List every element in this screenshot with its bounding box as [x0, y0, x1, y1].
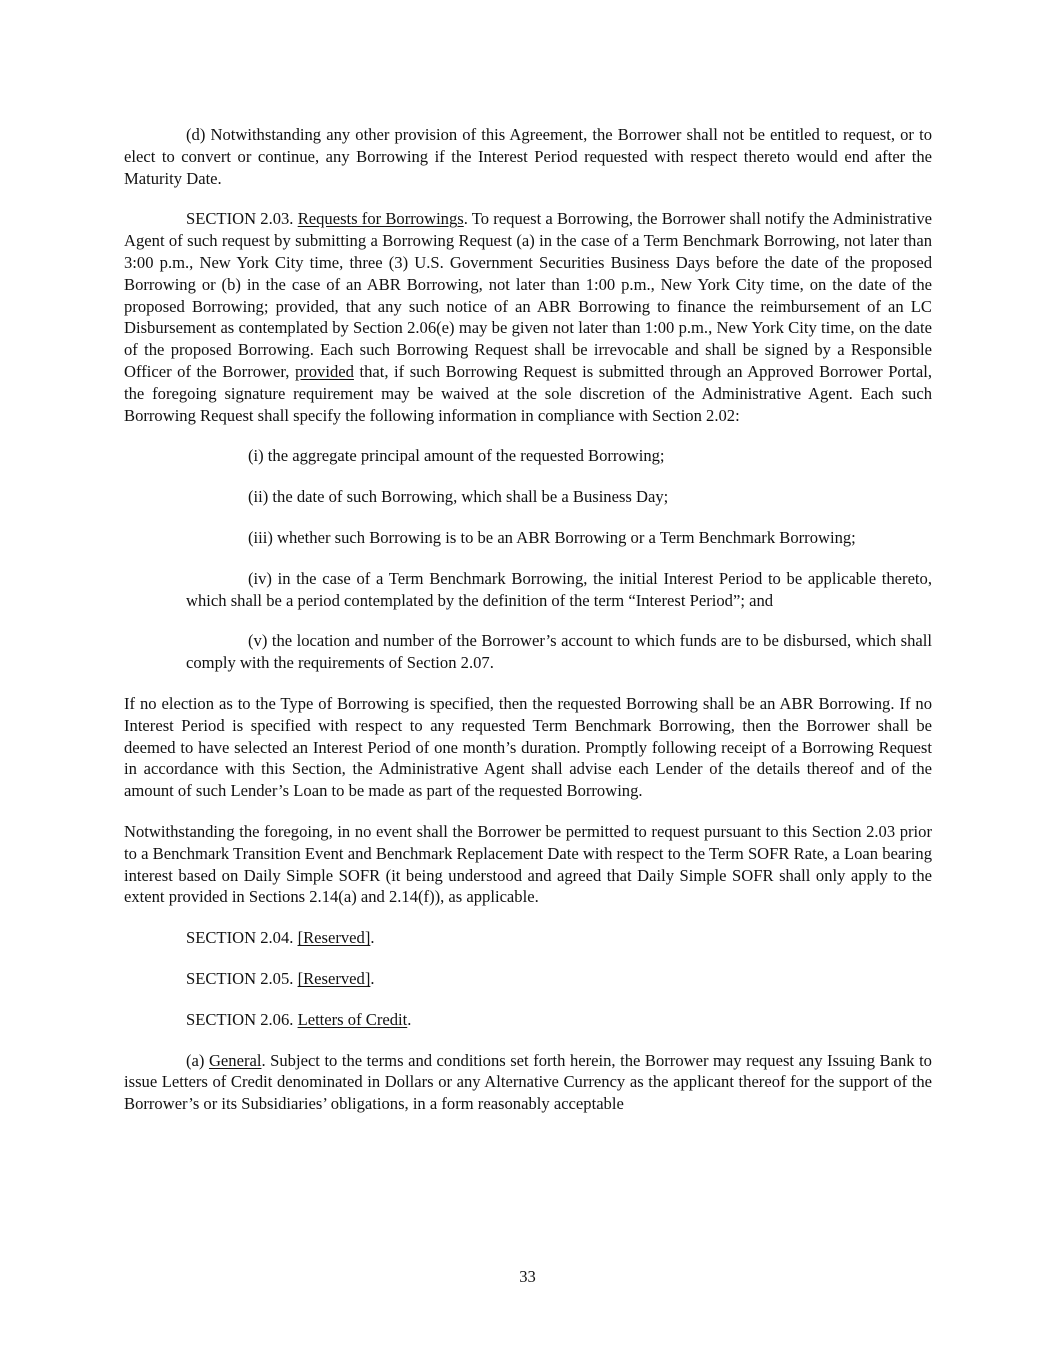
- section-2-04-heading: SECTION 2.04. [Reserved].: [186, 928, 375, 948]
- section-2-03-label: SECTION 2.03.: [186, 209, 294, 229]
- paragraph-a-title: General: [208, 1050, 262, 1070]
- list-item-iv: (iv) in the case of a Term Benchmark Borrowing, the initial Interest Period to be applicable thereto, which shall be a period contemplated by the definition of the term “Interest Period”; and: [186, 568, 932, 610]
- paragraph-a-general: [124, 1050, 932, 1115]
- section-2-03-text-2: that, if such Borrowing Request is submitted through an Approved Borrower Portal, the foregoing signature requirement may be waived at the sole discretion of the Administrative Agent. Each such Borrowing Request shall specify the following information in compliance with Section 2.02:: [124, 361, 932, 425]
- paragraph-a-prefix: (a): [186, 1050, 205, 1070]
- list-item-iii: (iii) whether such Borrowing is to be an ABR Borrowing or a Term Benchmark Borrowing;: [248, 527, 856, 547]
- section-2-05-label: SECTION 2.05.: [186, 968, 294, 988]
- provided-term: provided: [294, 361, 354, 381]
- document-body: [124, 124, 932, 1134]
- section-2-04-label: SECTION 2.04.: [186, 928, 294, 948]
- section-2-06-heading: SECTION 2.06. Letters of Credit.: [186, 1009, 412, 1029]
- list-item-i: (i) the aggregate principal amount of the requested Borrowing;: [248, 446, 665, 466]
- paragraph-no-election: If no election as to the Type of Borrowing is specified, then the requested Borrowing shall be an ABR Borrowing. If no Interest Period is specified with respect to any requested Term Benchmark Borrowing, then the Borrower shall be deemed to have selected an Interest Period of one month’s duration. Promptly following receipt of a Borrowing Request in accordance with this Section, the Administrative Agent shall advise each Lender of the details thereof and of the amount of such Lender’s Loan to be made as part of the requested Borrowing.: [124, 693, 932, 801]
- list-item-v: (v) the location and number of the Borrower’s account to which funds are to be disbursed, which shall comply with the requirements of Section 2.07.: [186, 631, 932, 673]
- section-2-04-title: [Reserved]: [297, 928, 371, 948]
- section-2-05-title: [Reserved]: [297, 968, 371, 988]
- page-number: 33: [519, 1267, 536, 1286]
- section-2-03-paragraph: [124, 208, 932, 426]
- paragraph-a-text: . Subject to the terms and conditions set forth herein, the Borrower may request any Issuing Bank to issue Letters of Credit denominated in Dollars or any Alternative Currency as the applicant thereof for the support of the Borrower’s or its Subsidiaries’ obligations, in a form reasonably acceptable: [124, 1050, 932, 1114]
- section-2-03-text-1: . To request a Borrowing, the Borrower shall notify the Administrative Agent of such request by submitting a Borrowing Request (a) in the case of a Term Benchmark Borrowing, not later than 3:00 p.m., New York City time, three (3) U.S. Government Securities Business Days before the date of the proposed Borrowing or (b) in the case of an ABR Borrowing, not later than 1:00 p.m., New York City time, on the date of the proposed Borrowing; provided, that any such notice of an ABR Borrowing to finance the reimbursement of an LC Disbursement as contemplated by Section 2.06(e) may be given not later than 1:00 p.m., New York City time, on the date of the proposed Borrowing. Each such Borrowing Request shall be irrevocable and shall be signed by a Responsible Officer of the Borrower,: [124, 209, 933, 381]
- paragraph-d: (d) Notwithstanding any other provision of this Agreement, the Borrower shall not be entitled to request, or to elect to convert or continue, any Borrowing if the Interest Period requested with respect thereto would end after the Maturity Date.: [124, 125, 932, 188]
- paragraph-notwithstanding: Notwithstanding the foregoing, in no event shall the Borrower be permitted to request pursuant to this Section 2.03 prior to a Benchmark Transition Event and Benchmark Replacement Date with respect to the Term SOFR Rate, a Loan bearing interest based on Daily Simple SOFR (it being understood and agreed that Daily Simple SOFR shall only apply to the extent provided in Sections 2.14(a) and 2.14(f)), as applicable.: [124, 821, 932, 907]
- list-item-ii: (ii) the date of such Borrowing, which shall be a Business Day;: [248, 487, 669, 507]
- section-2-03-title: Requests for Borrowings: [297, 209, 464, 229]
- section-2-06-title: Letters of Credit: [297, 1009, 408, 1029]
- section-2-05-heading: SECTION 2.05. [Reserved].: [186, 968, 375, 988]
- section-2-06-label: SECTION 2.06.: [186, 1009, 294, 1029]
